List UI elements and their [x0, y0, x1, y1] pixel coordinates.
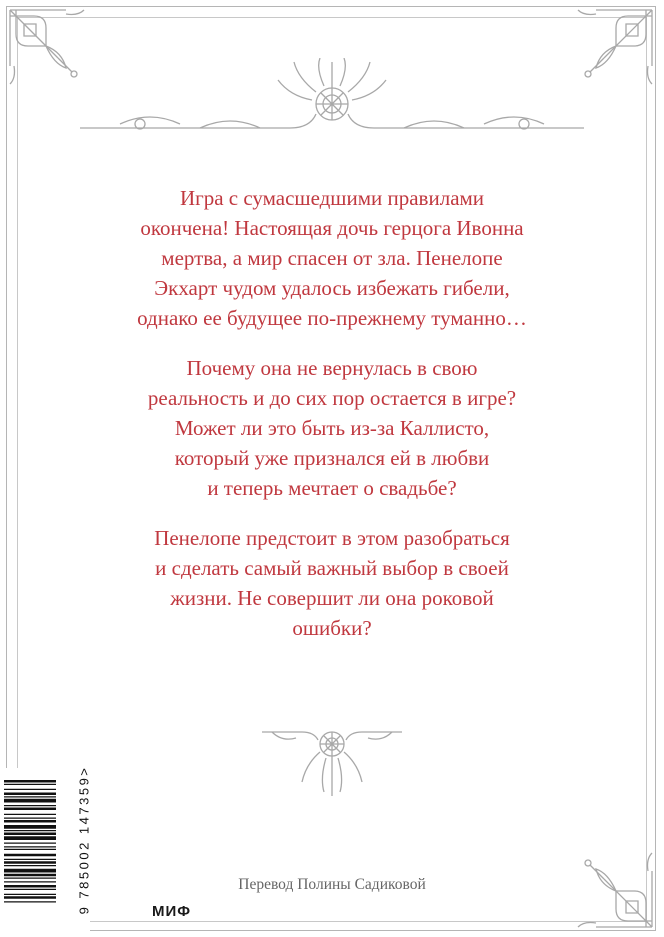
blurb-line: Экхарт чудом удалось избежать гибели,	[154, 276, 510, 300]
barcode-bar	[4, 869, 56, 873]
barcode-bar	[4, 843, 56, 844]
barcode-bar	[4, 894, 56, 895]
isbn-number: 9 785002 147359	[76, 775, 92, 915]
barcode-bar	[4, 901, 56, 902]
blurb-line: реальность и до сих пор остается в игре?	[147, 386, 517, 410]
blurb-paragraph	[100, 523, 564, 643]
barcode-bar	[4, 796, 56, 797]
blurb-paragraph	[100, 353, 564, 503]
barcode-bar	[4, 805, 56, 806]
blurb-line: и теперь мечтает о свадьбе?	[207, 476, 457, 500]
barcode-bar	[4, 780, 56, 783]
barcode	[4, 780, 56, 934]
publisher-logo: МИФ	[152, 903, 192, 920]
back-cover-blurb	[100, 183, 564, 663]
barcode-bar	[4, 836, 56, 840]
middle-ornament	[262, 718, 402, 798]
translator-credit: Перевод Полины Садиковой	[238, 876, 426, 893]
blurb-line: окончена! Настоящая дочь герцога Ивонна	[140, 216, 524, 240]
barcode-bar	[4, 820, 56, 823]
blurb-line: и сделать самый важный выбор в своей	[155, 556, 509, 580]
blurb-paragraph	[100, 183, 564, 333]
barcode-bar	[4, 878, 56, 879]
blurb-line: Почему она не вернулась в свою	[186, 356, 478, 380]
barcode-bar	[4, 846, 56, 847]
barcode-bar	[4, 784, 56, 785]
barcode-bar	[4, 808, 56, 811]
barcode-bar	[4, 799, 56, 803]
barcode-bar	[4, 818, 56, 819]
blurb-line: жизни. Не совершит ли она роковой	[170, 586, 494, 610]
barcode-bar	[4, 793, 56, 796]
blurb-line: однако ее будущее по-прежнему туманно…	[137, 306, 527, 330]
blurb-line: ошибки?	[292, 616, 372, 640]
isbn-end-mark: >	[76, 765, 92, 776]
barcode-bar	[4, 833, 56, 836]
barcode-bar	[4, 861, 56, 864]
blurb-line: Может ли это быть из-за Каллисто,	[174, 416, 490, 440]
barcode-bar	[4, 789, 56, 790]
barcode-bar	[4, 849, 56, 850]
barcode-bar	[4, 885, 56, 888]
isbn-digits	[77, 766, 92, 915]
blurb-line: Игра с сумасшедшими правилами	[179, 186, 485, 210]
barcode-bar	[4, 865, 56, 866]
top-ornament	[80, 58, 584, 138]
barcode-bar	[4, 896, 56, 899]
blurb-line: мертва, а мир спасен от зла. Пенелопе	[161, 246, 503, 270]
blurb-line: который уже признался ей в любви	[174, 446, 490, 470]
barcode-bar	[4, 854, 56, 857]
barcode-bar	[4, 825, 56, 829]
barcode-bar	[4, 889, 56, 890]
barcode-bar	[4, 881, 56, 882]
barcode-bar	[4, 814, 56, 815]
barcode-bar	[4, 830, 56, 831]
blurb-line: Пенелопе предстоит в этом разобраться	[154, 526, 510, 550]
barcode-bar	[4, 859, 56, 860]
barcode-bar	[4, 874, 56, 877]
